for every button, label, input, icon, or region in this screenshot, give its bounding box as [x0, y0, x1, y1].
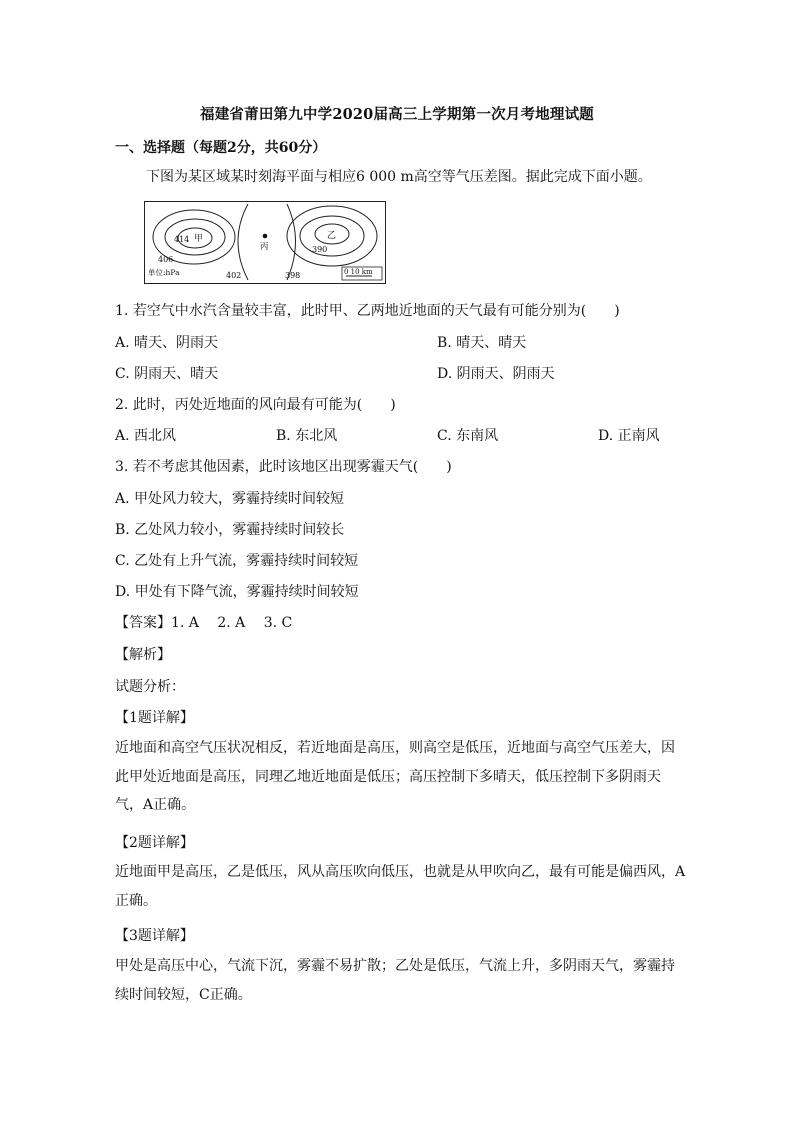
isobar-figure — [144, 201, 386, 284]
label-yi: 乙 — [327, 231, 337, 241]
label-414: 414 — [174, 235, 190, 244]
detail-1-heading: 【1题详解】 — [115, 710, 194, 726]
label-406: 406 — [158, 255, 174, 264]
point-bing — [263, 234, 268, 239]
detail-2-heading: 【2题详解】 — [115, 835, 194, 851]
question-3-option-d: D. 甲处有下降气流，雾霾持续时间较短 — [115, 584, 359, 600]
scale-bar-label: 0 10 km — [344, 268, 373, 276]
section-heading: 一、选择题（每题2分，共60分） — [115, 140, 327, 156]
label-390: 390 — [312, 245, 328, 254]
question-1-option-d: D. 阴雨天、阴雨天 — [437, 366, 555, 382]
label-jia: 甲 — [194, 234, 204, 244]
question-1-stem: 1. 若空气中水汽含量较丰富，此时甲、乙两地近地面的天气最有可能分别为( ) — [115, 303, 620, 319]
question-3-stem: 3. 若不考虑其他因素，此时该地区出现雾霾天气( ) — [115, 459, 452, 475]
detail-1-text: 近地面和高空气压状况相反，若近地面是高压，则高空是低压，近地面与高空气压差大，因此甲处近地面是高压，同理乙地近地面是低压；高压控制下多晴天，低压控制下多阴雨天气，A正确。 — [115, 740, 675, 813]
question-1-option-b: B. 晴天、晴天 — [437, 335, 527, 351]
label-398: 398 — [285, 271, 301, 280]
question-1-option-c: C. 阴雨天、晴天 — [115, 366, 219, 382]
question-2-stem: 2. 此时，丙处近地面的风向最有可能为( ) — [115, 397, 396, 413]
label-bing: 丙 — [260, 242, 269, 252]
question-2-option-a: A. 西北风 — [115, 428, 177, 444]
question-3-option-c: C. 乙处有上升气流，雾霾持续时间较短 — [115, 553, 359, 569]
label-402: 402 — [226, 271, 242, 280]
question-3-option-b: B. 乙处风力较小，雾霾持续时间较长 — [115, 522, 345, 538]
question-3-option-a: A. 甲处风力较大，雾霾持续时间较短 — [115, 491, 345, 507]
analysis-intro: 试题分析： — [115, 679, 185, 695]
question-2-option-c: C. 东南风 — [437, 428, 499, 444]
question-intro: 下图为某区域某时刻海平面与相应6 000 m高空等气压差图。据此完成下面小题。 — [146, 169, 652, 185]
detail-2-text: 近地面甲是高压，乙是低压，风从高压吹向低压，也就是从甲吹向乙，最有可能是偏西风，A正确。 — [115, 864, 686, 909]
question-2-option-d: D. 正南风 — [598, 428, 660, 444]
question-1-option-a: A. 晴天、阴雨天 — [115, 335, 219, 351]
analysis-heading: 【解析】 — [115, 647, 171, 663]
answer-line: 【答案】1. A 2. A 3. C — [115, 615, 293, 631]
detail-3-text: 甲处是高压中心，气流下沉，雾霾不易扩散；乙处是低压，气流上升，多阴雨天气，雾霾持续时间较短，C正确。 — [115, 958, 675, 1003]
question-2-option-b: B. 东北风 — [276, 428, 338, 444]
unit-label: 单位:hPa — [148, 268, 180, 277]
page-title: 福建省莆田第九中学2020届高三上学期第一次月考地理试题 — [200, 106, 594, 123]
detail-3-heading: 【3题详解】 — [115, 928, 194, 944]
